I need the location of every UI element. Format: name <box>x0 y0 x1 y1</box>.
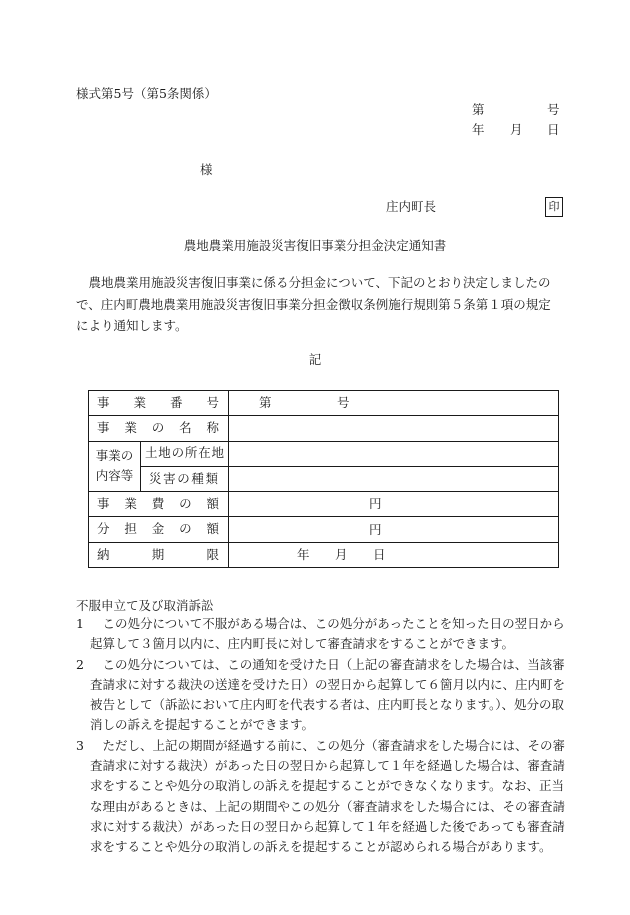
list-item <box>76 655 566 736</box>
date-day: 日 <box>547 122 560 137</box>
deadline-value <box>229 542 559 567</box>
label-text: 事 業 費 の 額 <box>97 496 219 512</box>
label-text: 納 期 限 <box>97 546 219 562</box>
share-amount-value <box>229 517 559 542</box>
label-text: 事 業 の 名 称 <box>97 420 219 436</box>
deadline-label <box>89 542 229 567</box>
disaster-type-value <box>229 466 559 491</box>
deadline-month: 月 <box>335 546 348 562</box>
table-row <box>89 391 559 416</box>
label-text: 災 害 の 種 類 <box>149 470 218 486</box>
list-item <box>76 736 566 858</box>
project-name-label <box>89 416 229 441</box>
table-row <box>89 517 559 542</box>
date-year: 年 <box>472 122 485 137</box>
ki-mark: 記 <box>308 352 322 367</box>
number-suffix: 号 <box>547 102 560 117</box>
disaster-type-label <box>141 466 229 491</box>
content-group-text: 事業の内容等 <box>95 448 134 484</box>
note-text: この処分については、この通知を受けた日（上記の審査請求をした場合は、当該審査請求に対する裁決の送達を受けた日）の翌日から起算して６箇月以内に、庄内町を被告として（訴訟において庄内町を代表する者は、庄内町長となります。）、処分の取消しの訴えを提起することができます。 <box>90 656 566 733</box>
number-prefix: 第 <box>472 102 485 117</box>
label-text: 分 担 金 の 額 <box>97 521 219 537</box>
table-row <box>89 441 559 466</box>
share-amount-unit: 円 <box>369 521 382 537</box>
table-row <box>89 466 559 491</box>
note-text: この処分について不服がある場合は、この処分があったことを知った日の翌日から起算して３箇月以内に、庄内町長に対して審査請求をすることができます。 <box>90 616 565 652</box>
appeal-heading: 不服申立て及び取消訴訟 <box>76 598 214 613</box>
list-item <box>76 614 566 655</box>
label-text: 土 地 の 所 在 地 <box>145 445 224 461</box>
project-cost-value <box>229 492 559 517</box>
form-label: 様式第5号（第5条関係） <box>76 86 217 101</box>
content-group-label <box>89 441 141 492</box>
project-cost-unit: 円 <box>369 496 382 512</box>
seal-mark: 印 <box>545 197 563 217</box>
project-number-suffix: 号 <box>337 394 350 410</box>
project-number-prefix: 第 <box>259 394 272 410</box>
note-number: 3 <box>76 737 84 753</box>
body-paragraph: 農地農業用施設災害復旧事業に係る分担金について、下記のとおり決定しましたので、庄内町農地農業用施設災害復旧事業分担金徴収条例施行規則第５条第１項の規定により通知します。 <box>76 275 551 333</box>
project-cost-label <box>89 492 229 517</box>
note-text: ただし、上記の期間が経過する前に、この処分（審査請求をした場合には、その審査請求に対する裁決）があった日の翌日から起算して１年を経過した場合は、審査請求をすることや処分の取消しの訴えを提起することができなくなります。なお、正当な理由があるときは、上記の期間やこの処分（審査請求をした場合には、その審査請求に対する裁決）があった日の翌日から起算して１年を経過した後であっても審査請求をすることや処分の取消しの訴えを提起することが認められる場合があります。 <box>90 737 566 855</box>
table-row <box>89 416 559 441</box>
land-location-value <box>229 441 559 466</box>
project-number-value <box>229 391 559 416</box>
table-row <box>89 492 559 517</box>
document-title: 農地農業用施設災害復旧事業分担金決定通知書 <box>183 238 447 253</box>
date-month: 月 <box>510 122 523 137</box>
note-number: 1 <box>76 616 84 631</box>
table-row <box>89 542 559 567</box>
label-text: 事 業 番 号 <box>97 394 219 410</box>
deadline-year: 年 <box>297 546 310 562</box>
project-name-value <box>229 416 559 441</box>
issuer-name: 庄内町長 <box>386 199 437 214</box>
land-location-label <box>141 441 229 466</box>
addressee-suffix: 様 <box>200 162 213 177</box>
share-amount-label <box>89 517 229 542</box>
deadline-day: 日 <box>373 546 386 562</box>
project-number-label <box>89 391 229 416</box>
note-number: 2 <box>76 656 84 672</box>
project-info-table <box>88 390 559 568</box>
appeal-notes-list <box>76 614 566 858</box>
